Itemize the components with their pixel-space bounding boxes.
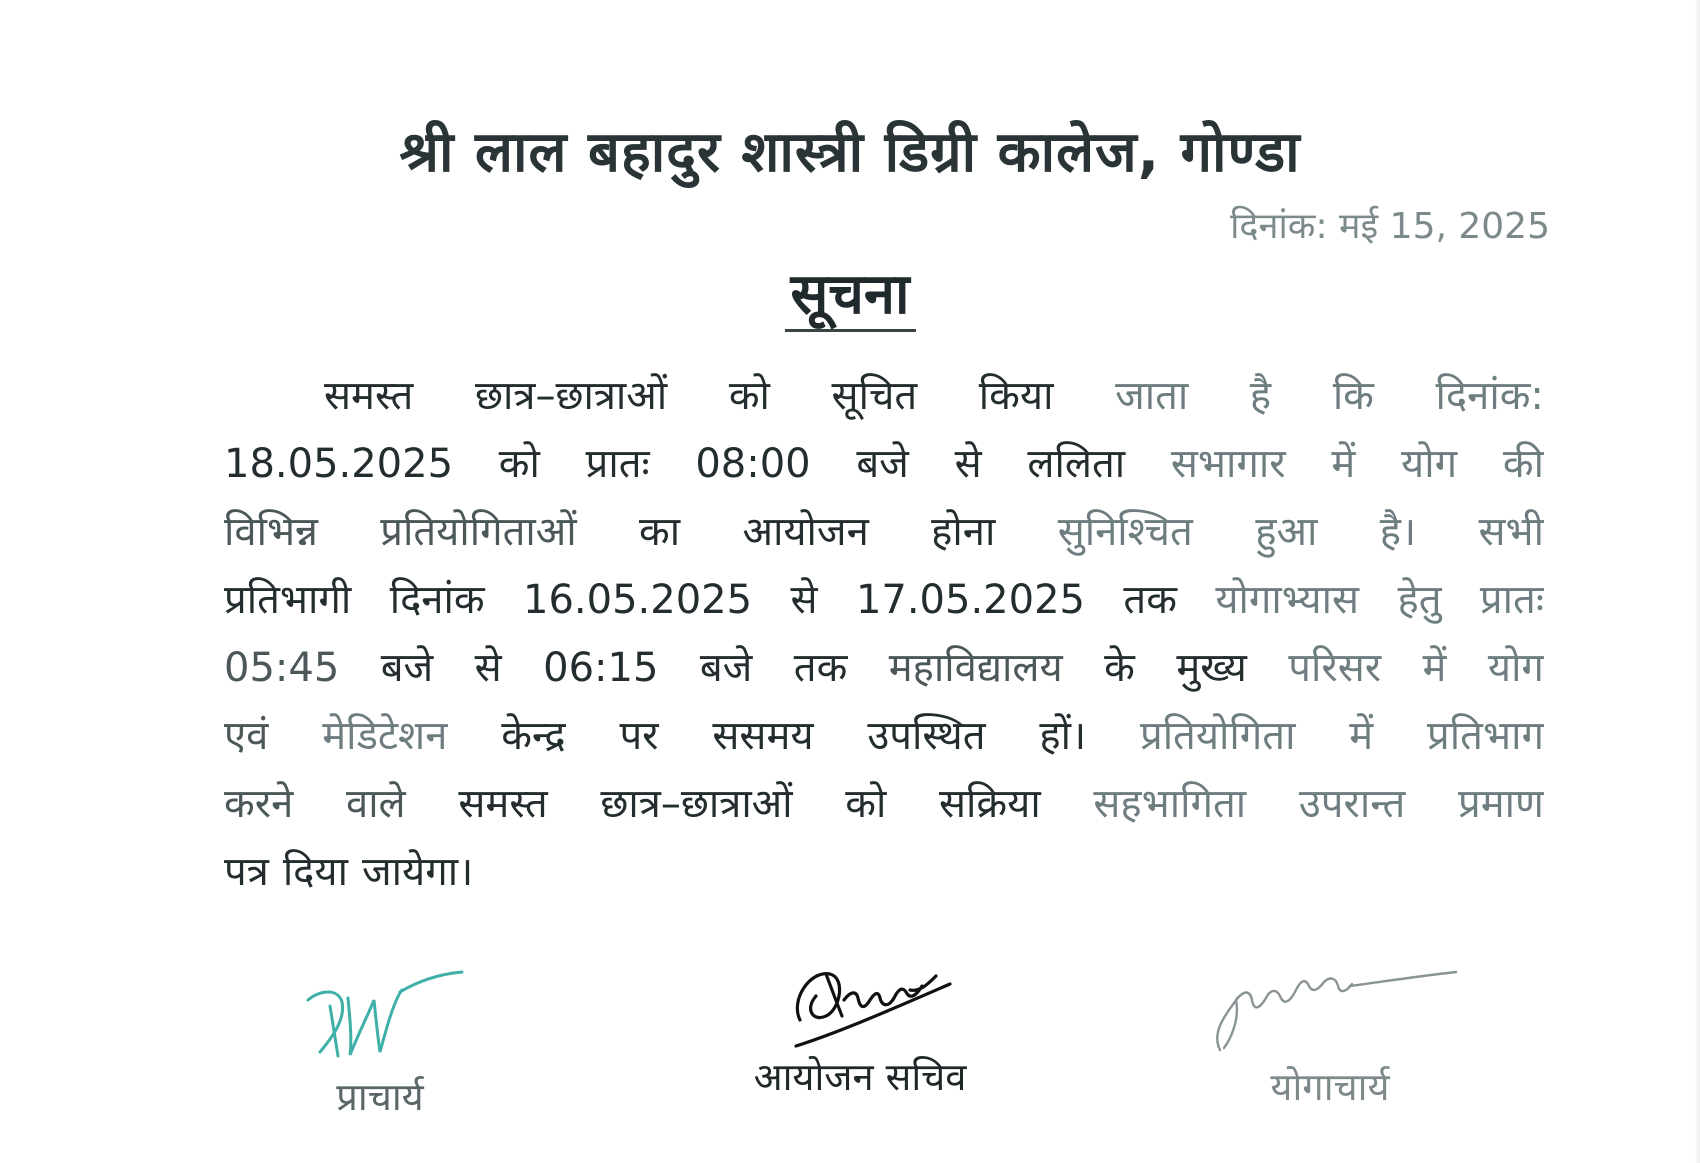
word: करने	[224, 781, 294, 827]
word: तक	[1123, 577, 1177, 623]
word: सुनिश्चित	[1057, 509, 1193, 555]
word: ललिता	[1027, 441, 1126, 487]
word: प्रमाण	[1458, 781, 1544, 827]
notice-date: दिनांक: मई 15, 2025	[1230, 206, 1550, 247]
word: प्रातः	[585, 441, 650, 487]
body-line	[224, 498, 1544, 566]
word: प्रतिभाग	[1427, 713, 1544, 759]
word: से	[954, 441, 982, 487]
word: प्रतियोगिता	[1139, 713, 1296, 759]
word: सक्रिया	[939, 781, 1041, 827]
word: उपरान्त	[1298, 781, 1406, 827]
word: पत्र	[224, 849, 269, 895]
word: हेतु	[1397, 577, 1442, 623]
word: समस्त	[324, 373, 414, 419]
word: योग	[1401, 441, 1458, 487]
word: होना	[931, 509, 996, 555]
word: प्रतिभागी	[224, 577, 352, 623]
institution-name: श्री लाल बहादुर शास्त्री डिग्री कालेज, गोण्डा	[399, 120, 1301, 185]
notice-body	[224, 362, 1544, 906]
yoga-teacher-signature	[1200, 960, 1460, 1060]
word: परिसर	[1288, 645, 1382, 691]
word: वाले	[345, 781, 406, 827]
word: दिया	[282, 849, 348, 895]
word: बजे	[856, 441, 909, 487]
word: दिनांक:	[1435, 373, 1544, 419]
word: को	[498, 441, 540, 487]
body-line	[224, 770, 1544, 838]
notice-heading-text: सूचना	[785, 263, 916, 332]
word: दिनांक	[389, 577, 485, 623]
word: में	[1422, 645, 1447, 691]
word: किया	[978, 373, 1054, 419]
word: मेडिटेशन	[322, 713, 448, 759]
word: विभिन्न	[224, 509, 318, 555]
word: छात्र–छात्राओं	[474, 373, 668, 419]
word: एवं	[224, 713, 269, 759]
word: केन्द्र	[501, 713, 566, 759]
word: उपस्थित	[867, 713, 986, 759]
word: हुआ	[1255, 509, 1318, 555]
word: बजे	[699, 645, 753, 691]
word: 16.05.2025	[523, 577, 753, 623]
word: ससमय	[712, 713, 814, 759]
word: 05:45	[224, 645, 340, 691]
word: योग	[1487, 645, 1544, 691]
word: है।	[1379, 509, 1417, 555]
principal-label: प्राचार्य	[336, 1075, 424, 1119]
word: प्रातः	[1479, 577, 1544, 623]
word: सभी	[1478, 509, 1544, 555]
word: महाविद्यालय	[888, 645, 1063, 691]
word: सभागार	[1170, 441, 1286, 487]
yoga-teacher-signature-block	[1200, 960, 1460, 1112]
word: पर	[619, 713, 659, 759]
body-line	[224, 634, 1544, 702]
word: सूचित	[831, 373, 918, 419]
word: छात्र–छात्राओं	[600, 781, 793, 827]
body-line	[224, 362, 1544, 430]
word: में	[1331, 441, 1356, 487]
word: हों।	[1039, 713, 1087, 759]
word: से	[474, 645, 502, 691]
word: 06:15	[543, 645, 659, 691]
word: जाता	[1115, 373, 1189, 419]
word: के	[1104, 645, 1135, 691]
word: 18.05.2025	[224, 441, 454, 487]
word: की	[1502, 441, 1544, 487]
body-line	[224, 566, 1544, 634]
word: को	[728, 373, 770, 419]
body-line	[224, 702, 1544, 770]
word: तक	[793, 645, 848, 691]
body-line	[224, 838, 1544, 906]
word: है	[1249, 373, 1272, 419]
word: आयोजन	[742, 509, 869, 555]
word: से	[790, 577, 818, 623]
word: जायेगा।	[361, 849, 474, 895]
word: 17.05.2025	[855, 577, 1085, 623]
word: का	[639, 509, 681, 555]
word: मुख्य	[1176, 645, 1247, 691]
principal-signature-block	[290, 960, 470, 1122]
body-line	[224, 430, 1544, 498]
word: को	[845, 781, 887, 827]
word: समस्त	[458, 781, 548, 827]
secretary-label: आयोजन सचिव	[753, 1055, 967, 1099]
word: 08:00	[695, 441, 811, 487]
word: कि	[1332, 373, 1374, 419]
word: में	[1349, 713, 1374, 759]
secretary-signature-block	[700, 950, 1020, 1102]
word: योगाभ्यास	[1215, 577, 1360, 623]
principal-signature	[290, 960, 470, 1070]
word: बजे	[380, 645, 434, 691]
secretary-signature	[760, 950, 960, 1050]
word: सहभागिता	[1093, 781, 1247, 827]
yoga-teacher-label: योगाचार्य	[1270, 1065, 1390, 1109]
word: प्रतियोगिताओं	[380, 509, 577, 555]
notice-heading	[0, 262, 1700, 332]
